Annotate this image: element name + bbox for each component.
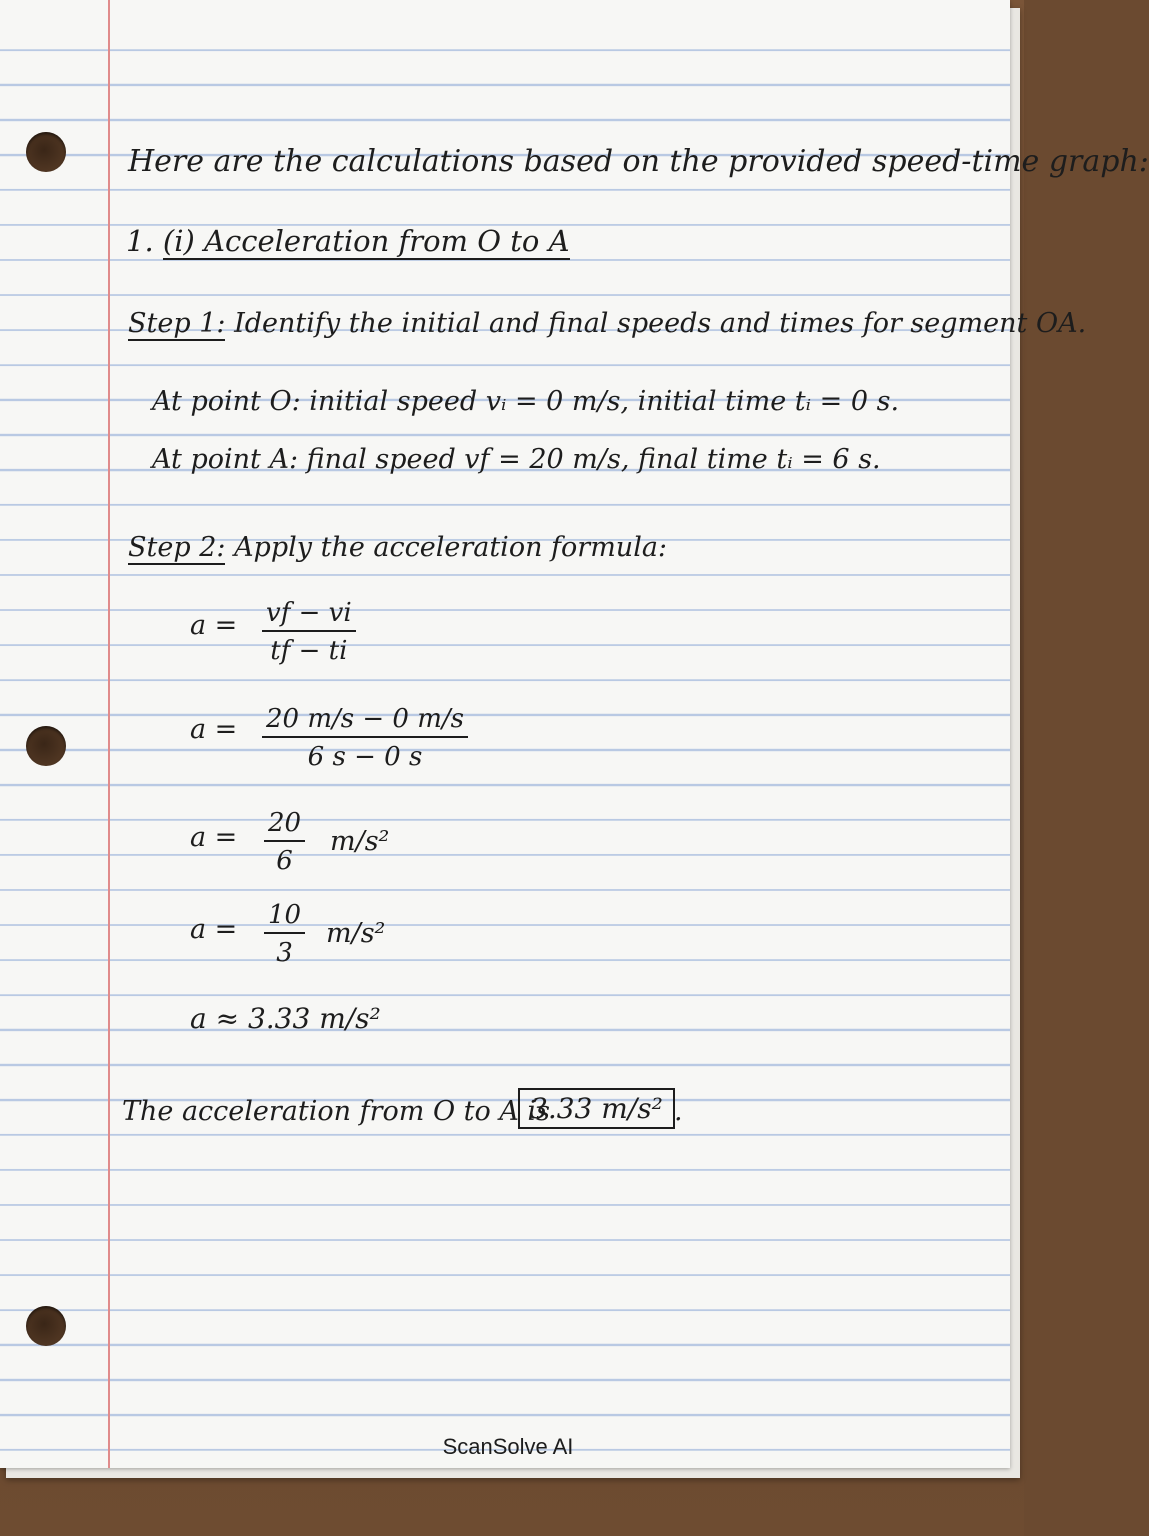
eq3-denominator: 6 [276,846,293,876]
intro-text: Here are the calculations based on the provided speed-time graph: [128,144,1149,179]
eq2-lhs: a = [190,714,238,745]
eq3-numerator: 20 [264,808,305,842]
margin-line [108,0,110,1468]
punch-hole-middle [26,726,66,766]
eq4-numerator: 10 [264,900,305,934]
eq4-lhs: a = [190,914,238,945]
eq3-unit: m/s² [330,826,390,857]
eq1-fraction [262,598,356,666]
punch-hole-top [26,132,66,172]
step1-label: Step 1: [128,308,226,339]
section-number: 1. [126,224,154,258]
answer-box: 3.33 m/s² [518,1088,675,1129]
eq5-result: a ≈ 3.33 m/s² [190,1002,381,1035]
step1-text: Identify the initial and final speeds and times for segment OA. [234,308,1087,339]
step2-label: Step 2: [128,532,226,563]
section-heading [126,224,570,258]
step2-text: Apply the acceleration formula: [234,532,668,563]
point-a-line: At point A: final speed vf = 20 m/s, final time tᵢ = 6 s. [152,444,881,475]
eq1-lhs: a = [190,610,238,641]
eq4-unit: m/s² [326,918,386,949]
step2-line [128,532,667,563]
point-o-line: At point O: initial speed vᵢ = 0 m/s, initial time tᵢ = 0 s. [152,386,900,417]
section-title: (i) Acceleration from O to A [162,224,570,258]
eq4-denominator: 3 [276,938,293,968]
eq3-fraction [264,808,305,876]
step1-line [128,308,1086,339]
eq2-fraction [262,704,468,772]
eq1-denominator: tf − ti [270,636,348,666]
eq2-numerator: 20 m/s − 0 m/s [262,704,468,738]
footer-brand: ScanSolve AI [442,1434,574,1459]
eq3-lhs: a = [190,822,238,853]
conclusion-text: The acceleration from O to A is [122,1096,550,1127]
conclusion-period: . [674,1096,683,1127]
punch-hole-bottom [26,1306,66,1346]
eq1-numerator: vf − vi [262,598,356,632]
eq2-denominator: 6 s − 0 s [307,742,423,772]
eq4-fraction [264,900,305,968]
